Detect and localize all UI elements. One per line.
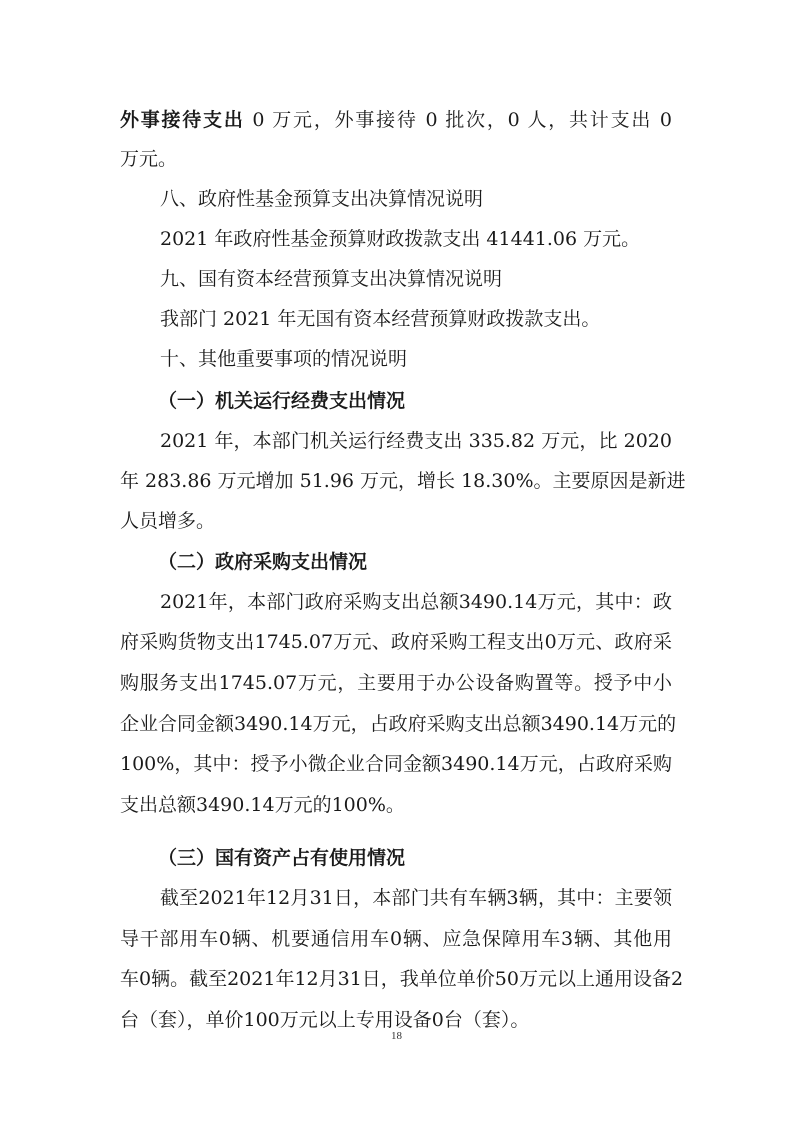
inline-text: 0 万元，外事接待 0 批次，0 人，共计支出 0 (244, 109, 672, 131)
paragraph-line: 导干部用车0辆、机要通信用车0辆、应急保障用车3辆、其他用 (120, 928, 672, 950)
paragraph-line: 车0辆。截至2021年12月31日，我单位单价50万元以上通用设备2 (120, 968, 684, 990)
inline-bold-label: 外事接待支出 (120, 109, 245, 131)
paragraph-line: 台（套），单价100万元以上专用设备0台（套）。 (120, 1009, 530, 1031)
page-number: 18 (391, 1030, 402, 1042)
paragraph-line: 购服务支出1745.07万元，主要用于办公设备购置等。授予中小 (120, 672, 672, 694)
paragraph-line: 2021 年，本部门机关运行经费支出 335.82 万元，比 2020 (160, 430, 672, 452)
paragraph-line: 100%，其中：授予小微企业合同金额3490.14万元，占政府采购 (120, 753, 672, 775)
paragraph-line: 年 283.86 万元增加 51.96 万元，增长 18.30%。主要原因是新进 (120, 470, 686, 492)
section-heading: 十、其他重要事项的情况说明 (160, 348, 408, 370)
paragraph-line: 府采购货物支出1745.07万元、政府采购工程支出0万元、政府采 (120, 631, 672, 653)
section-heading: 九、国有资本经营预算支出决算情况说明 (160, 268, 503, 290)
paragraph-line: 截至2021年12月31日，本部门共有车辆3辆，其中：主要领 (160, 887, 672, 909)
subsection-heading: （三）国有资产占有使用情况 (158, 847, 406, 869)
subsection-heading: （二）政府采购支出情况 (158, 551, 368, 573)
paragraph-line: 人员增多。 (120, 510, 216, 532)
paragraph-line: 2021年，本部门政府采购支出总额3490.14万元，其中：政 (160, 591, 672, 613)
subsection-heading: （一）机关运行经费支出情况 (158, 390, 406, 412)
paragraph-line (120, 108, 672, 132)
paragraph-line: 万元。 (120, 148, 178, 170)
paragraph-line: 2021 年政府性基金预算财政拨款支出 41441.06 万元。 (160, 228, 641, 250)
paragraph-line: 支出总额3490.14万元的100%。 (120, 794, 405, 816)
paragraph-line: 我部门 2021 年无国有资本经营预算财政拨款支出。 (160, 308, 601, 330)
section-heading: 八、政府性基金预算支出决算情况说明 (160, 188, 484, 210)
paragraph-line: 企业合同金额3490.14万元，占政府采购支出总额3490.14万元的 (120, 713, 677, 735)
